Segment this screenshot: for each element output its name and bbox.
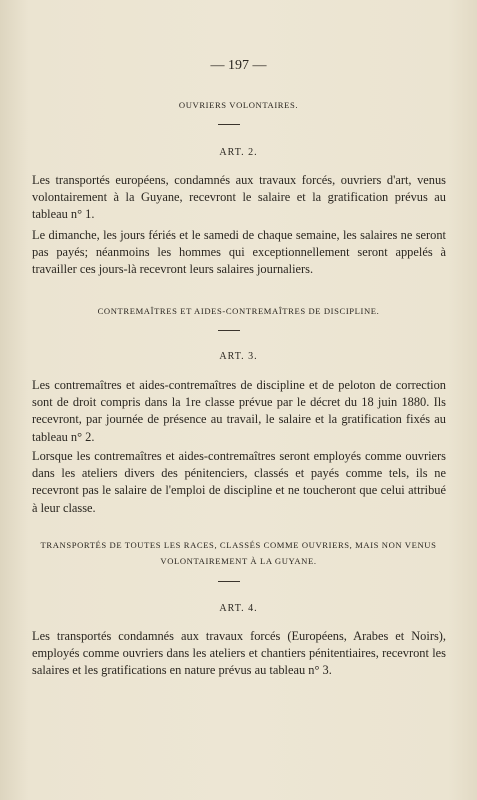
article-title: ART. 2. (219, 147, 258, 158)
section-heading-ouvriers-volontaires: OUVRIERS VOLONTAIRES. (178, 100, 299, 110)
article-3-paragraph-1: Les contremaîtres et aides-contremaîtres de discipline et de peloton de correction sont de droit compris dans la 1re classe prévue par le décret du 18 juin 1880. Ils recevront, par journée de présence au travail, le salaire et la gratification fixés au tableau n° 2. (32, 378, 446, 444)
article-2-paragraph-1: Les transportés européens, condamnés aux travaux forcés, ouvriers d'art, venus volontairement à la Guyane, recevront le salaire et la gratification prévus au tableau n° 1. (32, 173, 446, 222)
divider-rule (218, 581, 240, 582)
section-heading-contremaitres: CONTREMAÎTRES ET AIDES-CONTREMAÎTRES DE DISCIPLINE. (97, 306, 380, 316)
divider-rule (218, 330, 240, 331)
page-number: — 197 — (210, 58, 267, 73)
article-title: ART. 3. (219, 351, 258, 362)
article-3-paragraph-2: Lorsque les contremaîtres et aides-contremaîtres seront employés comme ouvriers dans les ateliers divers des pénitenciers, classés et payés comme tels, ils ne recevront pas le salaire de l'emploi de discipline et ne toucheront que celui attribué à leur classe. (32, 449, 446, 515)
article-2-paragraph-2: Le dimanche, les jours fériés et le samedi de chaque semaine, les salaires ne seront pas payés; néanmoins les hommes qui exceptionnellement seront appelés à travailler ces jours-là recevront leurs salaires journaliers. (32, 228, 446, 277)
section-heading-transportes-line-1: TRANSPORTÉS DE TOUTES LES RACES, CLASSÉS COMME OUVRIERS, MAIS NON VENUS (40, 540, 437, 550)
divider-rule (218, 124, 240, 125)
article-title: ART. 4. (219, 603, 258, 614)
section-heading-transportes-line-2: VOLONTAIREMENT À LA GUYANE. (160, 556, 317, 566)
article-4-paragraph-1: Les transportés condamnés aux travaux forcés (Européens, Arabes et Noirs), employés comme ouvriers dans les ateliers et chantiers pénitentiaires, recevront les salaires et les gratifications en nature prévus au tableau n° 3. (32, 629, 446, 678)
